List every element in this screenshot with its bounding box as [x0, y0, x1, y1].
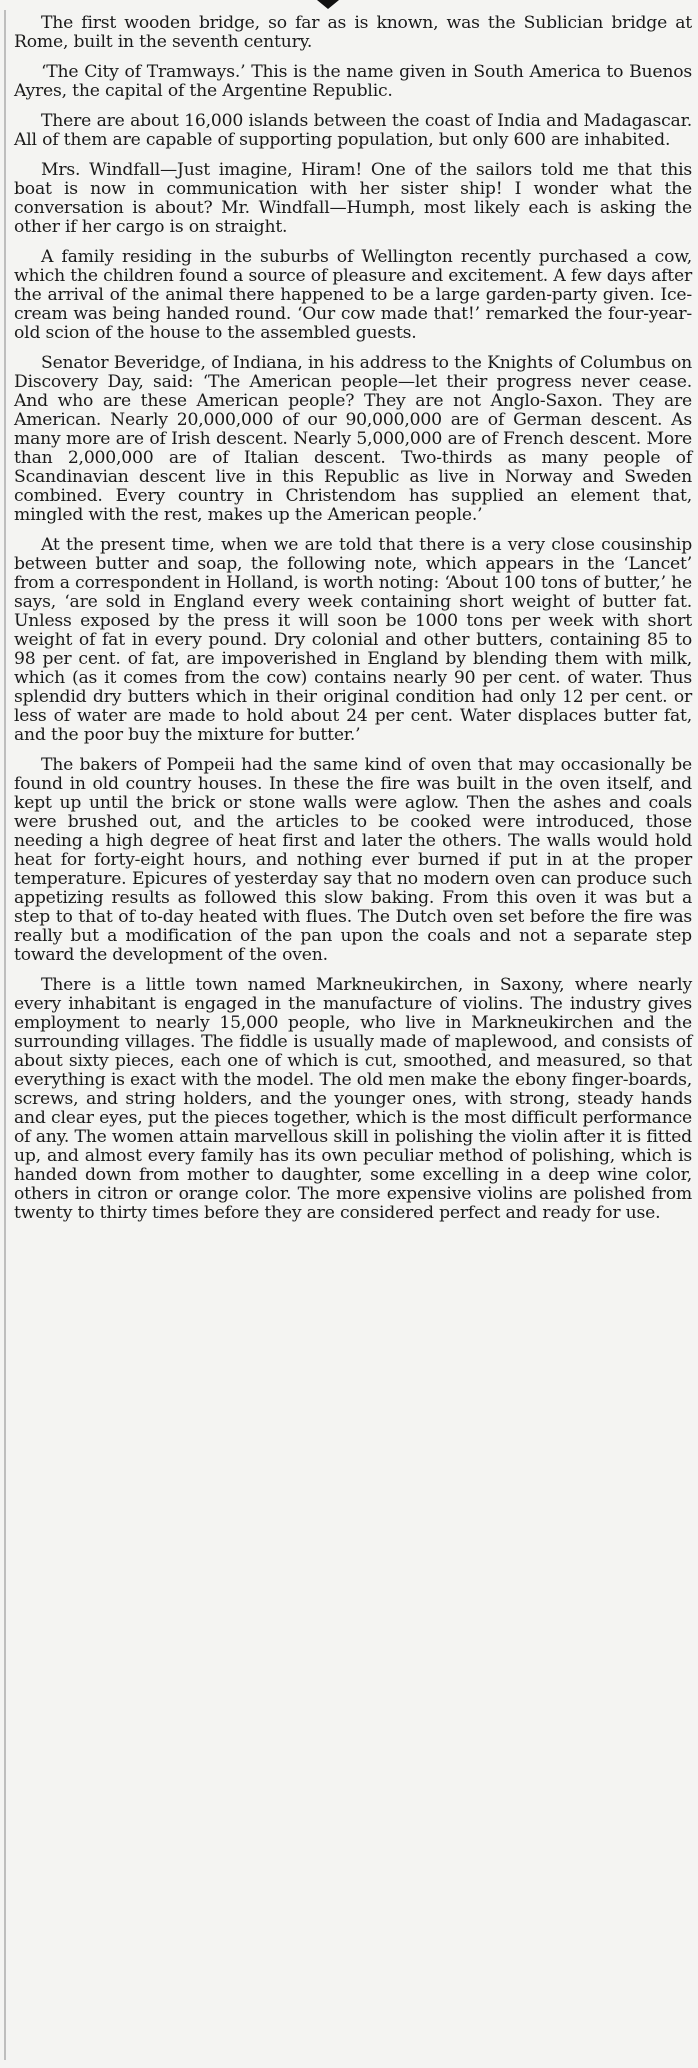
paragraph-butter: At the present time, when we are told that there is a very close cousinship between butter and soap, the following note, which appears in the ‘Lancet’ from a correspondent in Holland, is worth noting: ‘About 100 tons of butter,’ he says, ‘are sold in England every week containing short weight of butter fat. Unless exposed by the press it will soon be 1000 tons per week with short weight of fat in every pound. Dry colonial and other butters, containing 85 to 98 per cent. of fat, are impoverished in England by blending them with milk, which (as it comes from the cow) contains nearly 90 per cent. of water. Thus splendid dry butters which in their original condition had only 12 per cent. or less of water are made to hold about 24 per cent. Water displaces butter fat, and the poor buy the mixture for butter.’ — [14, 535, 692, 745]
paragraph-tramways: ‘The City of Tramways.’ This is the name given in South America to Buenos Ayres, the capital of the Argentine Republic. — [14, 62, 692, 101]
column-rule — [4, 10, 6, 2060]
paragraph-islands: There are about 16,000 islands between the coast of India and Madagascar. All of them are capable of supporting population, but only 600 are inhabited. — [14, 111, 692, 150]
paragraph-beveridge: Senator Beveridge, of Indiana, in his address to the Knights of Columbus on Discovery Day, said: ‘The American people—let their progress never cease. And who are these American people? They are not Anglo-Saxon. They are American. Nearly 20,000,000 of our 90,000,000 are of German descent. As many more are of Irish descent. Nearly 5,000,000 are of French descent. More than 2,000,000 are of Italian descent. Two-thirds as many people of Scandinavian descent live in this Republic as live in Norway and Sweden combined. Every country in Christendom has supplied an element that, mingled with the rest, makes up the American people.’ — [14, 353, 692, 525]
paragraph-windfall: Mrs. Windfall—Just imagine, Hiram! One of the sailors told me that this boat is now in communication with her sister ship! I wonder what the conversation is about? Mr. Windfall—Humph, most likely each is asking the other if her cargo is on straight. — [14, 160, 692, 237]
paragraph-pompeii-oven: The bakers of Pompeii had the same kind of oven that may occasionally be found in old country houses. In these the fire was built in the oven itself, and kept up until the brick or stone walls were aglow. Then the ashes and coals were brushed out, and the articles to be cooked were introduced, those needing a high degree of heat first and later the others. The walls would hold heat for forty-eight hours, and nothing ever burned if put in at the proper temperature. Epicures of yesterday say that no modern oven can produce such appetizing results as followed this slow baking. From this oven it was but a step to that of to-day heated with flues. The Dutch oven set before the fire was really but a modification of the pan upon the coals and not a separate step toward the development of the oven. — [14, 755, 692, 965]
top-ornament — [317, 0, 339, 9]
paragraph-cow: A family residing in the suburbs of Wellington recently purchased a cow, which the children found a source of pleasure and excitement. A few days after the arrival of the animal there happened to be a large garden-party given. Ice-cream was being handed round. ‘Our cow made that!’ remarked the four-year-old scion of the house to the assembled guests. — [14, 247, 692, 343]
article-column — [14, 14, 692, 1223]
paragraph-bridge: The first wooden bridge, so far as is known, was the Sublician bridge at Rome, built in the seventh century. — [14, 13, 692, 52]
paragraph-violins: There is a little town named Markneukirchen, in Saxony, where nearly every inhabitant is engaged in the manufacture of violins. The industry gives employment to nearly 15,000 people, who live in Markneukirchen and the surrounding villages. The fiddle is usually made of maplewood, and consists of about sixty pieces, each one of which is cut, smoothed, and measured, so that everything is exact with the model. The old men make the ebony finger-boards, screws, and string holders, and the younger ones, with strong, steady hands and clear eyes, put the pieces together, which is the most difficult performance of any. The women attain marvellous skill in polishing the violin after it is fitted up, and almost every family has its own peculiar method of polishing, which is handed down from mother to daughter, some excelling in a deep wine color, others in citron or orange color. The more expensive violins are polished from twenty to thirty times before they are considered perfect and ready for use. — [14, 975, 692, 1223]
